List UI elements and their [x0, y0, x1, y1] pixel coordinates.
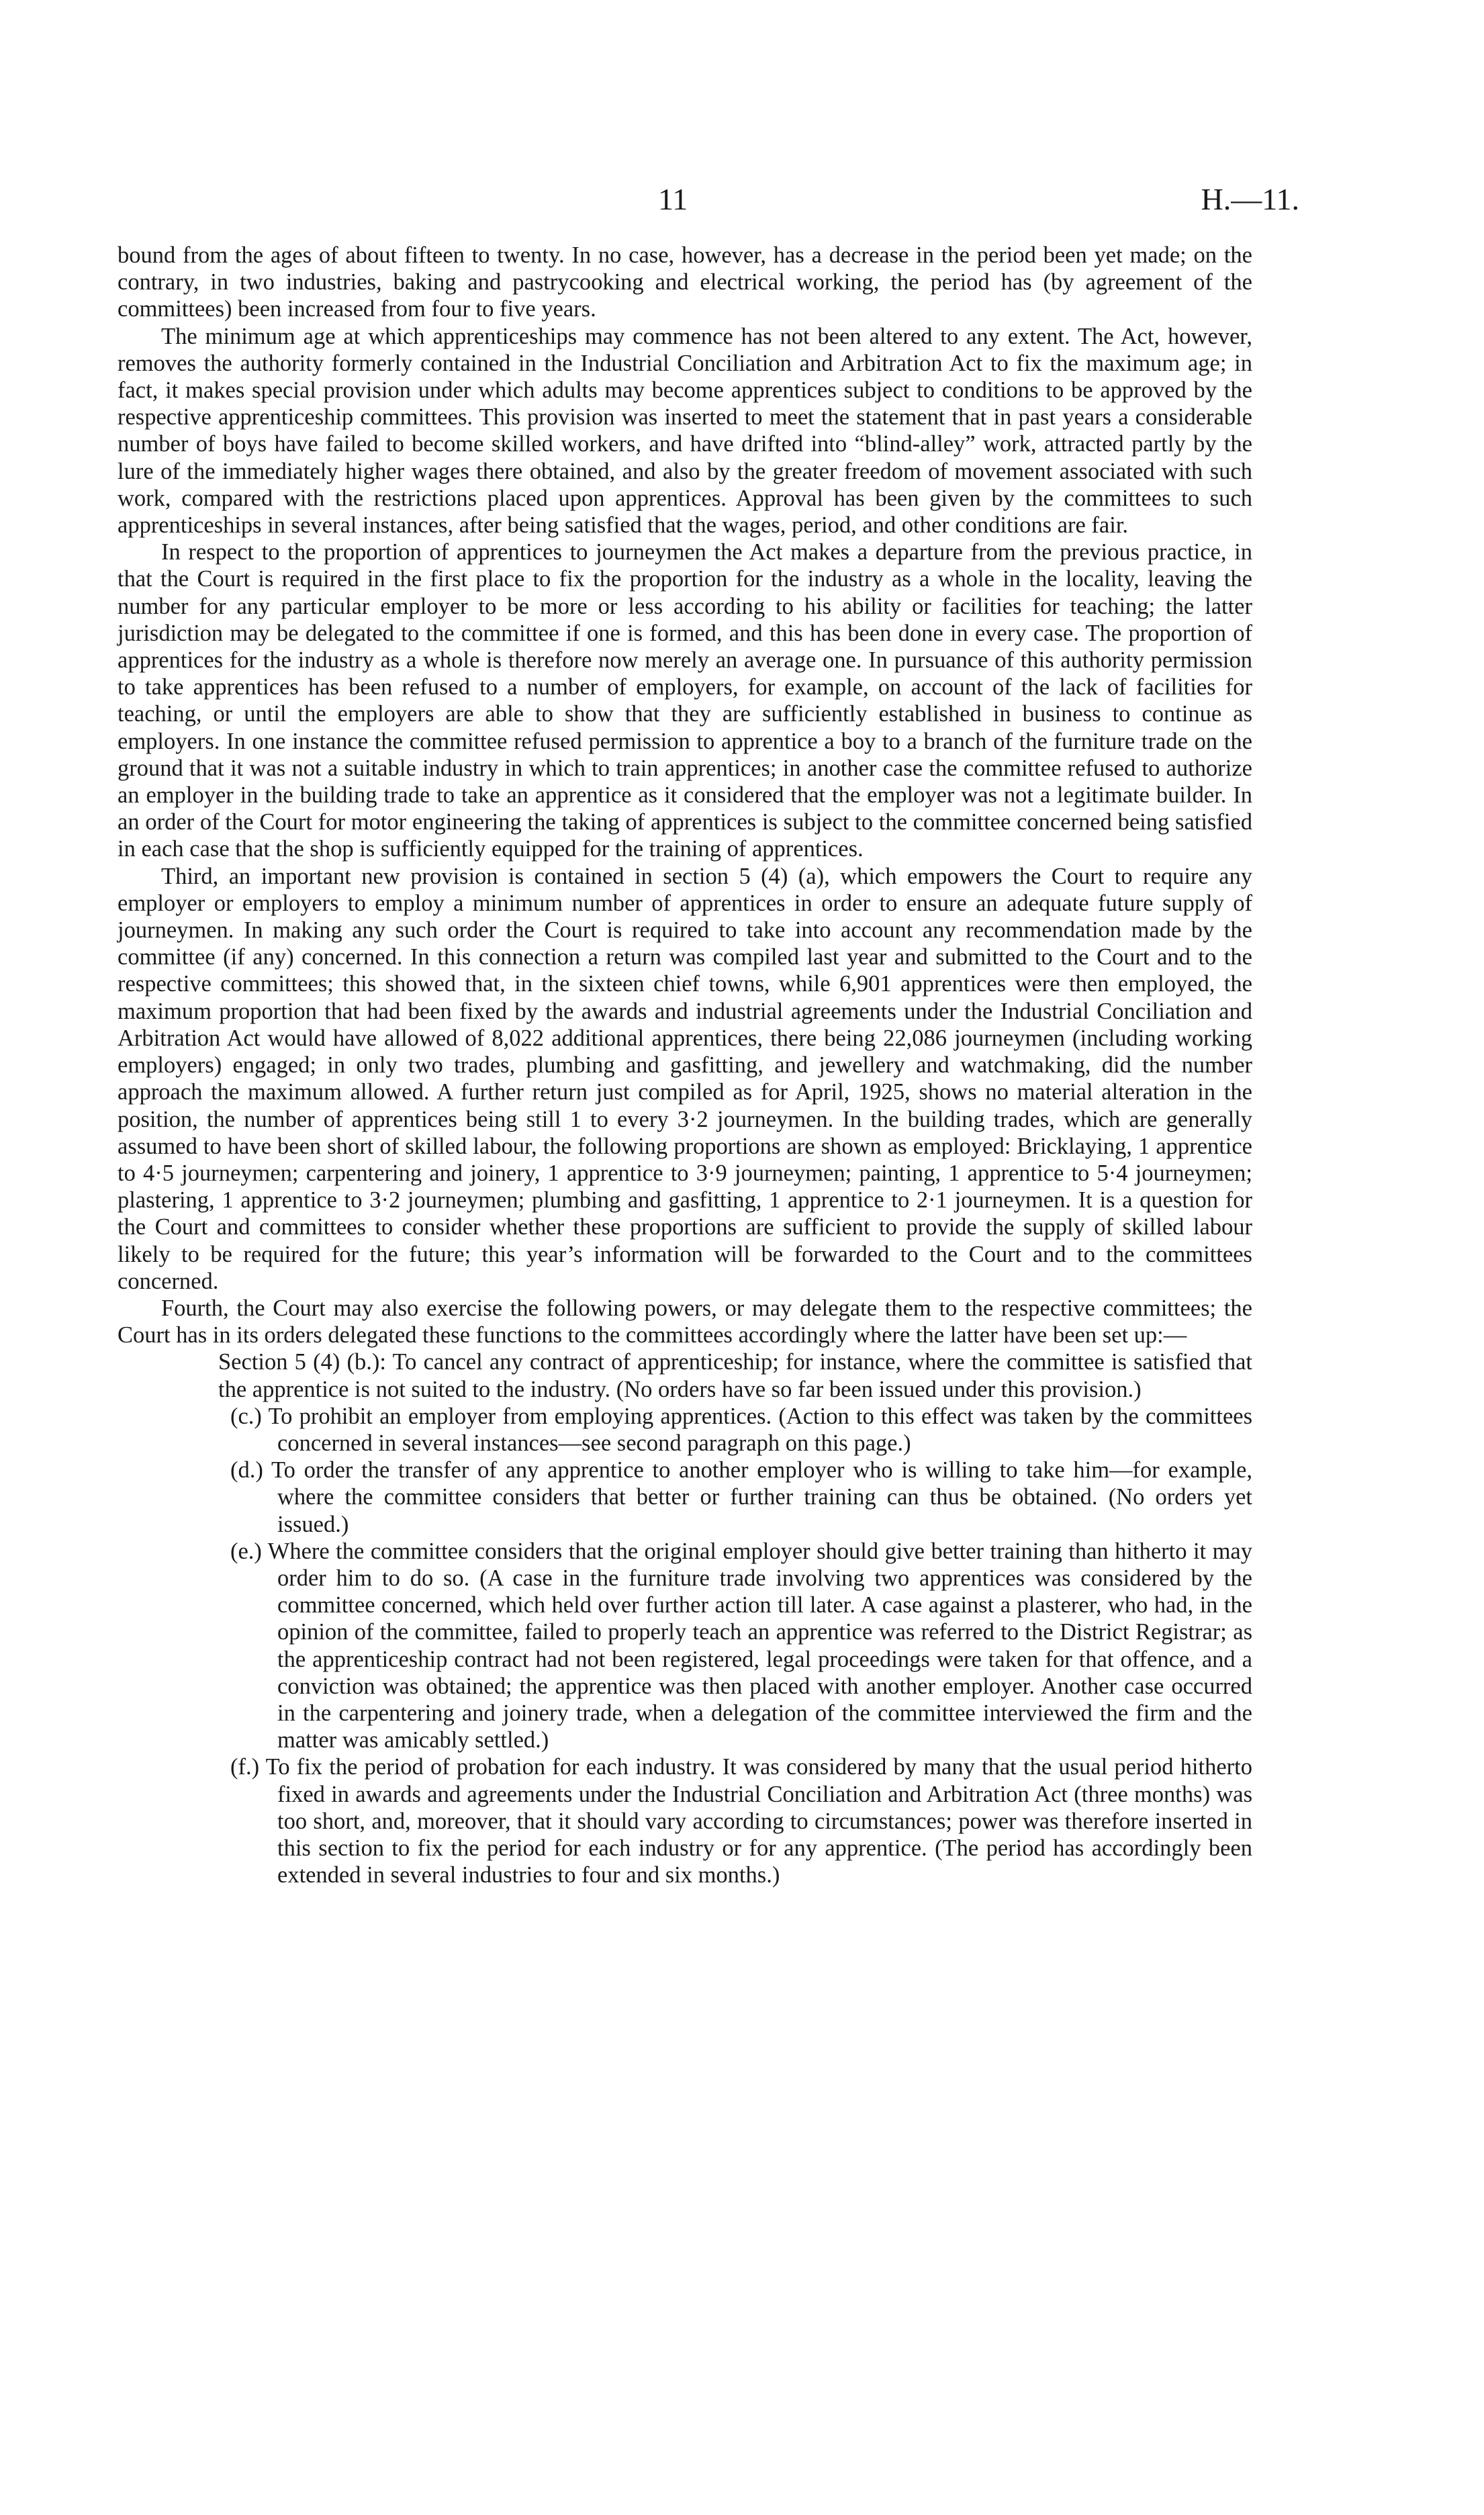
paragraph-third-provision: Third, an important new provision is contained in section 5 (4) (a), which empowers the Court to require any employer or employers to employ a minimum number of apprentices in order to ensure an adequate future supply of journeymen. In making any such order the Court is required to take into account any recommendation made by the committee (if any) concerned. In this connection a return was compiled last year and submitted to the Court and to the respective committees; this showed that, in the sixteen chief towns, while 6,901 apprentices were then employed, the maximum proportion that had been fixed by the awards and industrial agreements under the Industrial Conciliation and Arbitration Act would have allowed of 8,022 additional apprentices, there being 22,086 journeymen (including working employers) engaged; in only two trades, plumbing and gasfitting, and jewellery and watchmaking, did the number approach the maximum allowed. A further return just compiled as for April, 1925, shows no material alteration in the position, the number of apprentices being still 1 to every 3·2 journeymen. In the building trades, which are generally assumed to have been short of skilled labour, the following proportions are shown as employed: Bricklaying, 1 apprentice to 4·5 journeymen; carpentering and joinery, 1 apprentice to 3·9 journeymen; painting, 1 apprentice to 5·4 journeymen; plastering, 1 apprentice to 3·2 journeymen; plumbing and gasfitting, 1 apprentice to 2·1 journeymen. It is a question for the Court and committees to consider whether these proportions are sufficient to provide the supply of skilled labour likely to be required for the future; this year’s information will be forwarded to the Court and to the committees concerned.	[118, 863, 1252, 1294]
sub-item-c: (c.) To prohibit an employer from employing apprentices. (Action to this effect was taken by the committees concerned in several instances—see second paragraph on this page.)	[230, 1403, 1252, 1456]
paragraph-proportion: In respect to the proportion of apprentices to journeymen the Act makes a departure from the previous practice, in that the Court is required in the first place to fix the proportion for the industry as a whole in the locality, leaving the number for any particular employer to be more or less according to his ability or facilities for teaching; the latter jurisdiction may be delegated to the committee if one is formed, and this has been done in every case. The proportion of apprentices for the industry as a whole is therefore now merely an average one. In pursuance of this authority permission to take apprentices has been refused to a number of employers, for example, on account of the lack of facilities for teaching, or until the employers are able to show that they are sufficiently established in business to continue as employers. In one instance the committee refused permission to apprentice a boy to a branch of the furniture trade on the ground that it was not a suitable industry in which to train apprentices; in another case the committee refused to authorize an employer in the building trade to take an apprentice as it considered that the employer was not a legitimate builder. In an order of the Court for motor engineering the taking of apprentices is subject to the committee concerned being satisfied in each case that the shop is sufficiently equipped for the training of apprentices.	[118, 539, 1252, 862]
document-reference: H.—11.	[1201, 182, 1299, 216]
sub-item-f: (f.) To fix the period of probation for each industry. It was considered by many that the usual period hitherto fixed in awards and agreements under the Industrial Conciliation and Arbitration Act (three months) was too short, and, moreover, that it should vary according to circumstances; power was therefore inserted in this section to fix the period for each industry or for any apprentice. (The period has accordingly been extended in several industries to four and six months.)	[230, 1754, 1252, 1888]
paragraph-fourth-powers: Fourth, the Court may also exercise the following powers, or may delegate them to the respective committees; the Court has in its orders delegated these functions to the committees accordingly where the latter have been set up:—	[118, 1295, 1252, 1348]
page-number: 11	[658, 182, 688, 216]
paragraph-minimum-age: The minimum age at which apprenticeships may commence has not been altered to any extent. The Act, however, removes the authority formerly contained in the Industrial Conciliation and Arbitration Act to fix the maximum age; in fact, it makes special provision under which adults may become apprentices subject to conditions to be approved by the respective apprenticeship committees. This provision was inserted to meet the statement that in past years a considerable number of boys have failed to become skilled workers, and have drifted into “blind-alley” work, attracted partly by the lure of the immediately higher wages there obtained, and also by the greater freedom of movement associated with such work, compared with the restrictions placed upon apprentices. Approval has been given by the committees to such apprenticeships in several instances, after being satisfied that the wages, period, and other conditions are fair.	[118, 323, 1252, 539]
body-text	[118, 242, 1252, 1888]
paragraph-continuation: bound from the ages of about fifteen to twenty. In no case, however, has a decrease in the period been yet made; on the contrary, in two industries, baking and pastrycooking and electrical working, the period has (by agreement of the committees) been increased from four to five years.	[118, 242, 1252, 322]
page-header	[0, 181, 1484, 222]
section-5-4-b: Section 5 (4) (b.): To cancel any contract of apprenticeship; for instance, where the committee is satisfied that the apprentice is not suited to the industry. (No orders have so far been issued under this provision.)	[218, 1349, 1252, 1402]
sub-item-d: (d.) To order the transfer of any apprentice to another employer who is willing to take him—for example, where the committee considers that better or further training can thus be obtained. (No orders yet issued.)	[230, 1457, 1252, 1537]
sub-item-e: (e.) Where the committee considers that the original employer should give better training than hitherto it may order him to do so. (A case in the furniture trade involving two apprentices was considered by the committee concerned, which held over further action till later. A case against a plasterer, who had, in the opinion of the committee, failed to properly teach an apprentice was referred to the District Registrar; as the apprenticeship contract had not been registered, legal proceedings were taken for that offence, and a conviction was obtained; the apprentice was then placed with another employer. Another case occurred in the carpentering and joinery trade, when a delegation of the committee interviewed the firm and the matter was amicably settled.)	[230, 1538, 1252, 1753]
